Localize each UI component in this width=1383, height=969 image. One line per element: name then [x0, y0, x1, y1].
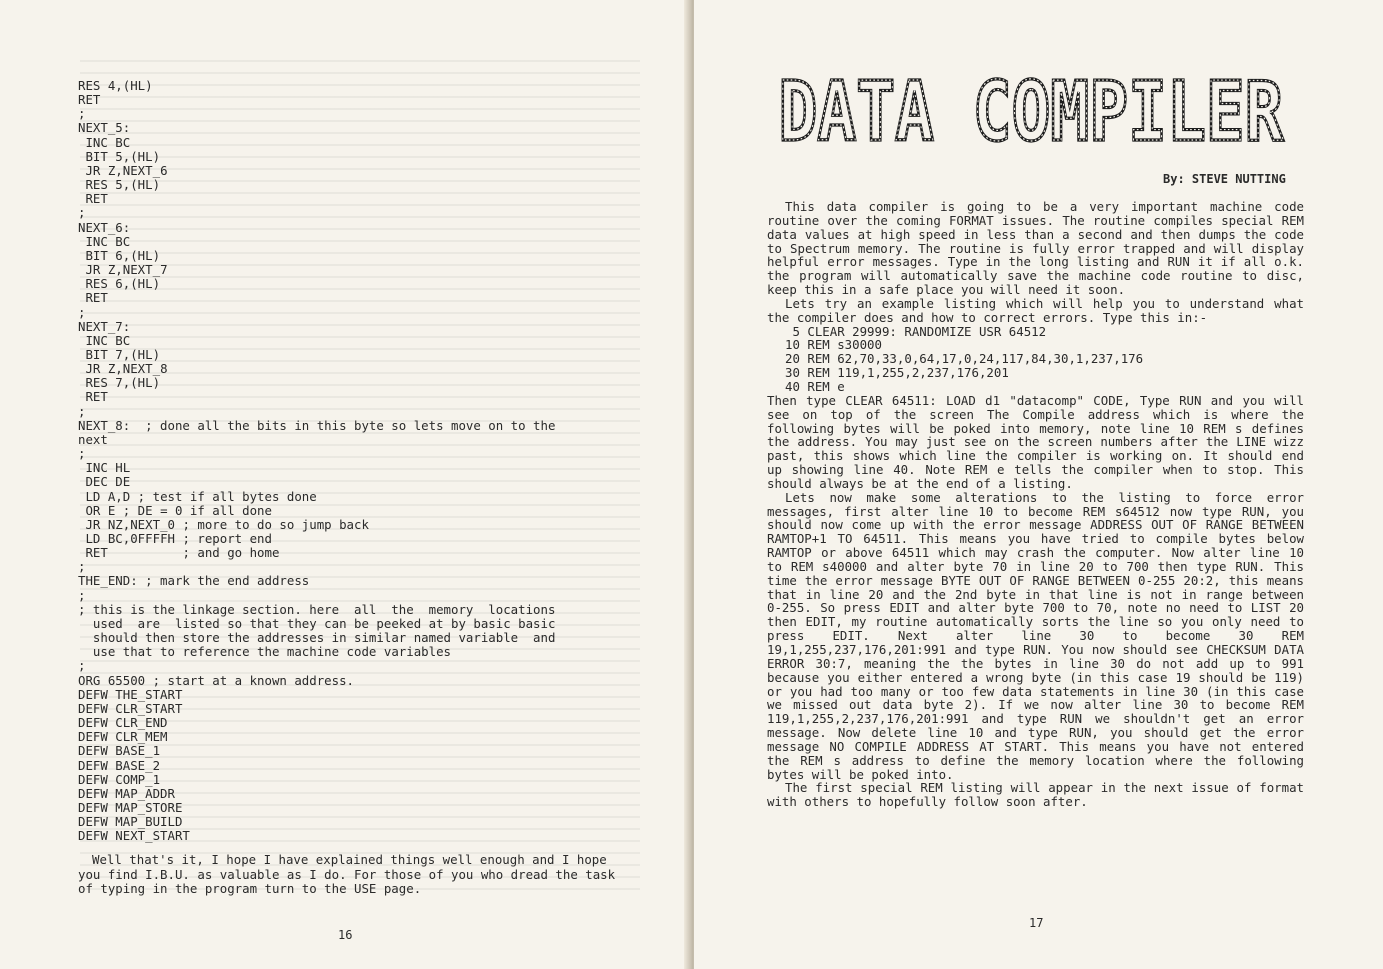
code-line: ; [78, 587, 86, 603]
code-line: JR Z,NEXT_6 [78, 162, 168, 178]
code-line: ORG 65500 ; start at a known address. [78, 672, 355, 688]
code-line: RES 6,(HL) [78, 276, 161, 292]
article-title [775, 70, 1287, 152]
code-line: NEXT_5: [78, 120, 131, 136]
code-line: RET [78, 191, 108, 207]
code-line: DEFW BASE_2 [78, 757, 161, 773]
code-line: ; this is the linkage section. here all the memory locations [78, 601, 556, 617]
code-line: BIT 6,(HL) [78, 247, 161, 263]
listing-line: 10 REM s30000 [785, 337, 882, 353]
listing-line: 20 REM 62,70,33,0,64,17,0,24,117,84,30,1,237,176 [785, 351, 1144, 367]
basic-listing [767, 325, 1304, 394]
code-line: RET [78, 92, 101, 108]
left-page [0, 0, 690, 969]
code-line: should then store the addresses in similar named variable and [78, 630, 556, 646]
listing-line: 30 REM 119,1,255,2,237,176,201 [785, 365, 1009, 381]
paragraph-instructions: Then type CLEAR 64511: LOAD d1 "datacomp" CODE, Type RUN and you will see on top of the screen The Compile address which is where the following bytes will be poked into memory, note line 10 REM s defines the address. You may just see on the screen numbers after the LINE wizz past, this shows which line the compiler is working on. It should end up showing line 40. Note REM e tells the compiler when to stop. This should always be at the end of a listing. [767, 392, 1304, 491]
code-line: DEFW CLR_MEM [78, 729, 168, 745]
code-line: JR Z,NEXT_7 [78, 262, 168, 278]
code-line: ; [78, 658, 86, 674]
code-line: DEFW THE_START [78, 686, 183, 702]
code-line: DEC DE [78, 474, 131, 490]
code-line: RES 5,(HL) [78, 177, 161, 193]
code-line: INC BC [78, 332, 131, 348]
code-line: DEFW MAP_BUILD [78, 814, 183, 830]
listing-line: 5 CLEAR 29999: RANDOMIZE USR 64512 [785, 323, 1047, 339]
code-line: DEFW BASE_1 [78, 743, 161, 759]
code-line: INC HL [78, 460, 131, 476]
code-line: OR E ; DE = 0 if all done [78, 502, 272, 518]
byline: By: STEVE NUTTING [1163, 172, 1286, 186]
code-line: DEFW CLR_END [78, 715, 168, 731]
title-text: DATA COMPILER [778, 70, 1284, 152]
code-line: DEFW MAP_ADDR [78, 785, 175, 801]
article-body [767, 200, 1304, 809]
code-line: ; [78, 304, 86, 320]
code-line: next [78, 431, 108, 447]
code-line: ; [78, 559, 86, 575]
code-line: RES 4,(HL) [78, 78, 153, 93]
code-line: JR Z,NEXT_8 [78, 361, 168, 377]
title-graphic [775, 70, 1287, 152]
code-line: ; [78, 403, 86, 419]
code-line: used are listed so that they can be peeked at by basic basic [78, 615, 556, 631]
code-line: LD BC,0FFFFH ; report end [78, 531, 272, 546]
listing-line: 40 REM e [785, 378, 845, 394]
code-line: RES 7,(HL) [78, 375, 161, 391]
code-line: THE_END: ; mark the end address [78, 573, 310, 589]
code-line: RET [78, 290, 108, 306]
paragraph-example: Lets try an example listing which will help you to understand what the compiler does and how to correct errors. Type this in:- [767, 295, 1304, 325]
code-line: use that to reference the machine code variables [78, 644, 451, 660]
code-line: LD A,D ; test if all bytes done [78, 488, 317, 504]
code-line: RET ; and go home [78, 545, 280, 561]
code-line: INC BC [78, 233, 131, 249]
code-line: ; [78, 205, 86, 221]
closing-paragraph: Well that's it, I hope I have explained things well enough and I hope you find I.B.U. as valuable as I do. For those of you who dread the task of typing in the program turn to the USE page. [78, 852, 616, 896]
code-line: DEFW NEXT_START [78, 828, 190, 844]
code-line: NEXT_6: [78, 219, 131, 235]
code-line: RET [78, 389, 108, 405]
code-line: BIT 7,(HL) [78, 346, 161, 362]
code-line: NEXT_8: ; done all the bits in this byte so lets move on to the [78, 417, 556, 433]
code-line: ; [78, 106, 86, 122]
code-line: INC BC [78, 134, 131, 150]
paragraph-intro: This data compiler is going to be a very important machine code routine over the coming FORMAT issues. The routine compiles special REM data values at high speed in less than a second and then dumps the code to Spectrum memory. The routine is fully error trapped and will display helpful error messages. Type in the long listing and RUN it if all o.k. the program will automatically save the machine code routine to disc, keep this in a safe place you will need it soon. [767, 199, 1304, 298]
code-line: ; [78, 446, 86, 462]
paragraph-errors: Lets now make some alterations to the listing to force error messages, first alter line 10 to become REM s64512 now type RUN, you should now come up with the error message ADDRESS OUT OF RANGE BETWEEN RAMTOP+1 TO 64511. This means you have tried to compile bytes below RAMTOP or above 64511 which may crash the computer. Now alter line 10 to REM s40000 and alter byte 70 in line 20 to 700 then type RUN. This time the error message BYTE OUT OF RANGE BETWEEN 0-255 20:2, this means that in line 20 and the 2nd byte in that line is not in range between 0-255. So press EDIT and alter byte 700 to 70, note no need to LIST 20 then EDIT, my routine automatically sorts the line so you only need to press EDIT. Next alter line 30 to become 30 REM 19,1,255,237,176,201:991 and type RUN. You now should see CHECKSUM DATA ERROR 30:7, meaning the the bytes in line 30 do not add up to 991 because you either entered a wrong byte (in this case 19 should be 119) or you had too many or too few data statements in line 30 (in this case we missed out data byte 2). If we now alter line 30 to become REM 119,1,255,2,237,176,201:991 and type RUN we shouldn't get an error message. Now delete line 10 and type RUN, you should get the error message NO COMPILE ADDRESS AT START. This means you have not entered the REM s address to define the memory location where the following bytes will be poked into. [767, 489, 1304, 782]
code-line: DEFW CLR_START [78, 700, 183, 716]
page-number-right: 17 [1029, 916, 1044, 930]
assembly-listing [78, 79, 623, 843]
code-line: JR NZ,NEXT_0 ; more to do so jump back [78, 516, 369, 532]
code-line: DEFW MAP_STORE [78, 799, 183, 815]
page-number-left: 16 [338, 928, 353, 942]
code-line: NEXT_7: [78, 318, 131, 334]
paragraph-closing: The first special REM listing will appear in the next issue of format with others to hopefully follow soon after. [767, 780, 1304, 810]
title-texture: DATA COMPILER [778, 70, 1284, 152]
code-line: DEFW COMP_1 [78, 771, 161, 787]
code-line: BIT 5,(HL) [78, 148, 161, 164]
